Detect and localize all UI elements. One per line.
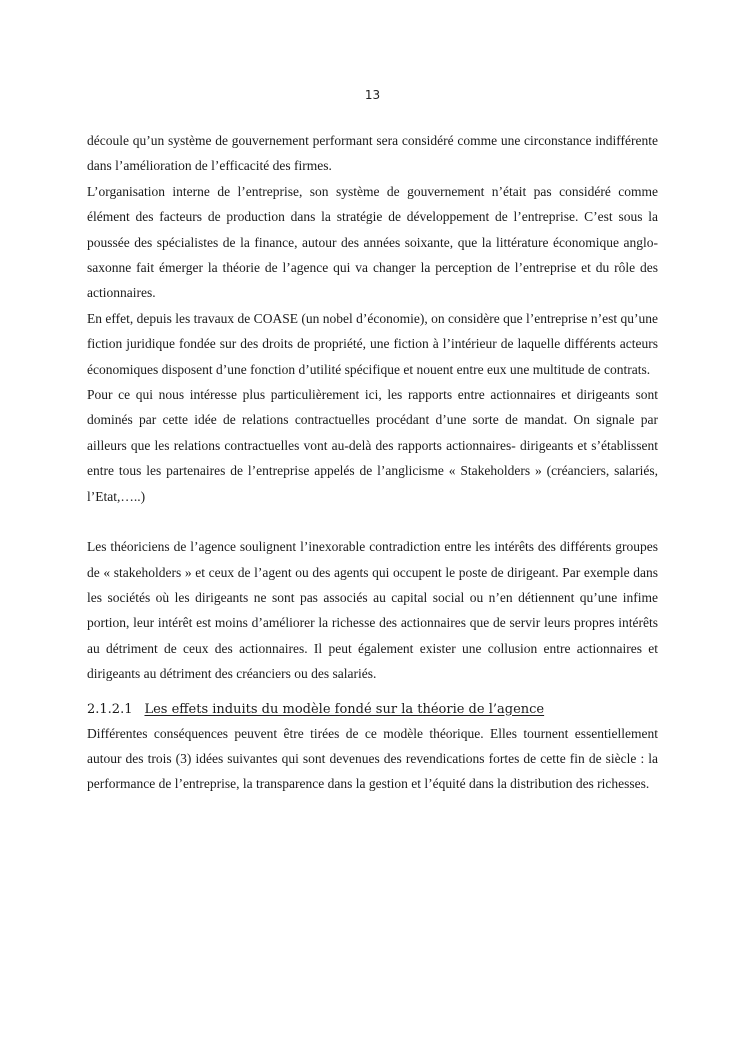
paragraph: Pour ce qui nous intéresse plus particulièrement ici, les rapports entre actionnaires et dirigeants sont dominés par cette idée de relations contractuelles procédant d’une sorte de mandat. On signale par ailleurs que les relations contractuelles vont au-delà des rapports actionnaires- dirigeants et s’établissent entre tous les partenaires de l’entreprise appelés de l’anglicisme « Stakeholders » (créanciers, salariés, l’Etat,…..)	[87, 387, 658, 504]
paragraph: Les théoriciens de l’agence soulignent l’inexorable contradiction entre les intérêts des différents groupes de « stakeholders » et ceux de l’agent ou des agents qui occupent le poste de dirigeant. Par exemple dans les sociétés où les dirigeants ne sont pas associés au capital social ou n’en détiennent qu’une infime portion, leur intérêt est moins d’améliorer la richesse des actionnaires que de servir leurs propres intérêts au détriment de ceux des actionnaires. Il peut également exister une collusion entre actionnaires et dirigeants au détriment des créanciers ou des salariés.	[87, 539, 658, 682]
paragraph: L’organisation interne de l’entreprise, son système de gouvernement n’était pas considéré comme élément des facteurs de production dans la stratégie de développement de l’entreprise. C’est sous la poussée des spécialistes de la finance, autour des années soixante, que la littérature économique anglo-saxonne fait émerger la théorie de l’agence qui va changer la perception de l’entreprise et du rôle des actionnaires.	[87, 183, 658, 301]
paragraph: découle qu’un système de gouvernement performant sera considéré comme une circonstance indifférente dans l’amélioration de l’efficacité des firmes.	[87, 133, 658, 174]
section-number: 2.1.2.1	[87, 701, 133, 717]
paragraph: Différentes conséquences peuvent être tirées de ce modèle théorique. Elles tournent essentiellement autour des trois (3) idées suivantes qui sont devenues des revendications fortes de cette fin de siècle : la performance de l’entreprise, la transparence dans la gestion et l’équité dans la distribution des richesses.	[87, 725, 658, 792]
paragraph: En effet, depuis les travaux de COASE (un nobel d’économie), on considère que l’entreprise n’est qu’une fiction juridique fondée sur des droits de propriété, une fiction à l’intérieur de laquelle différents acteurs économiques disposent d’une fonction d’utilité spécifique et nouent entre eux une multitude de contrats.	[87, 310, 658, 377]
page-number: 13	[364, 88, 381, 102]
section-heading	[87, 698, 658, 721]
section-title: Les effets induits du modèle fondé sur la théorie de l’agence	[144, 701, 545, 717]
paragraph-spacer	[87, 509, 658, 534]
document-body	[87, 128, 658, 797]
